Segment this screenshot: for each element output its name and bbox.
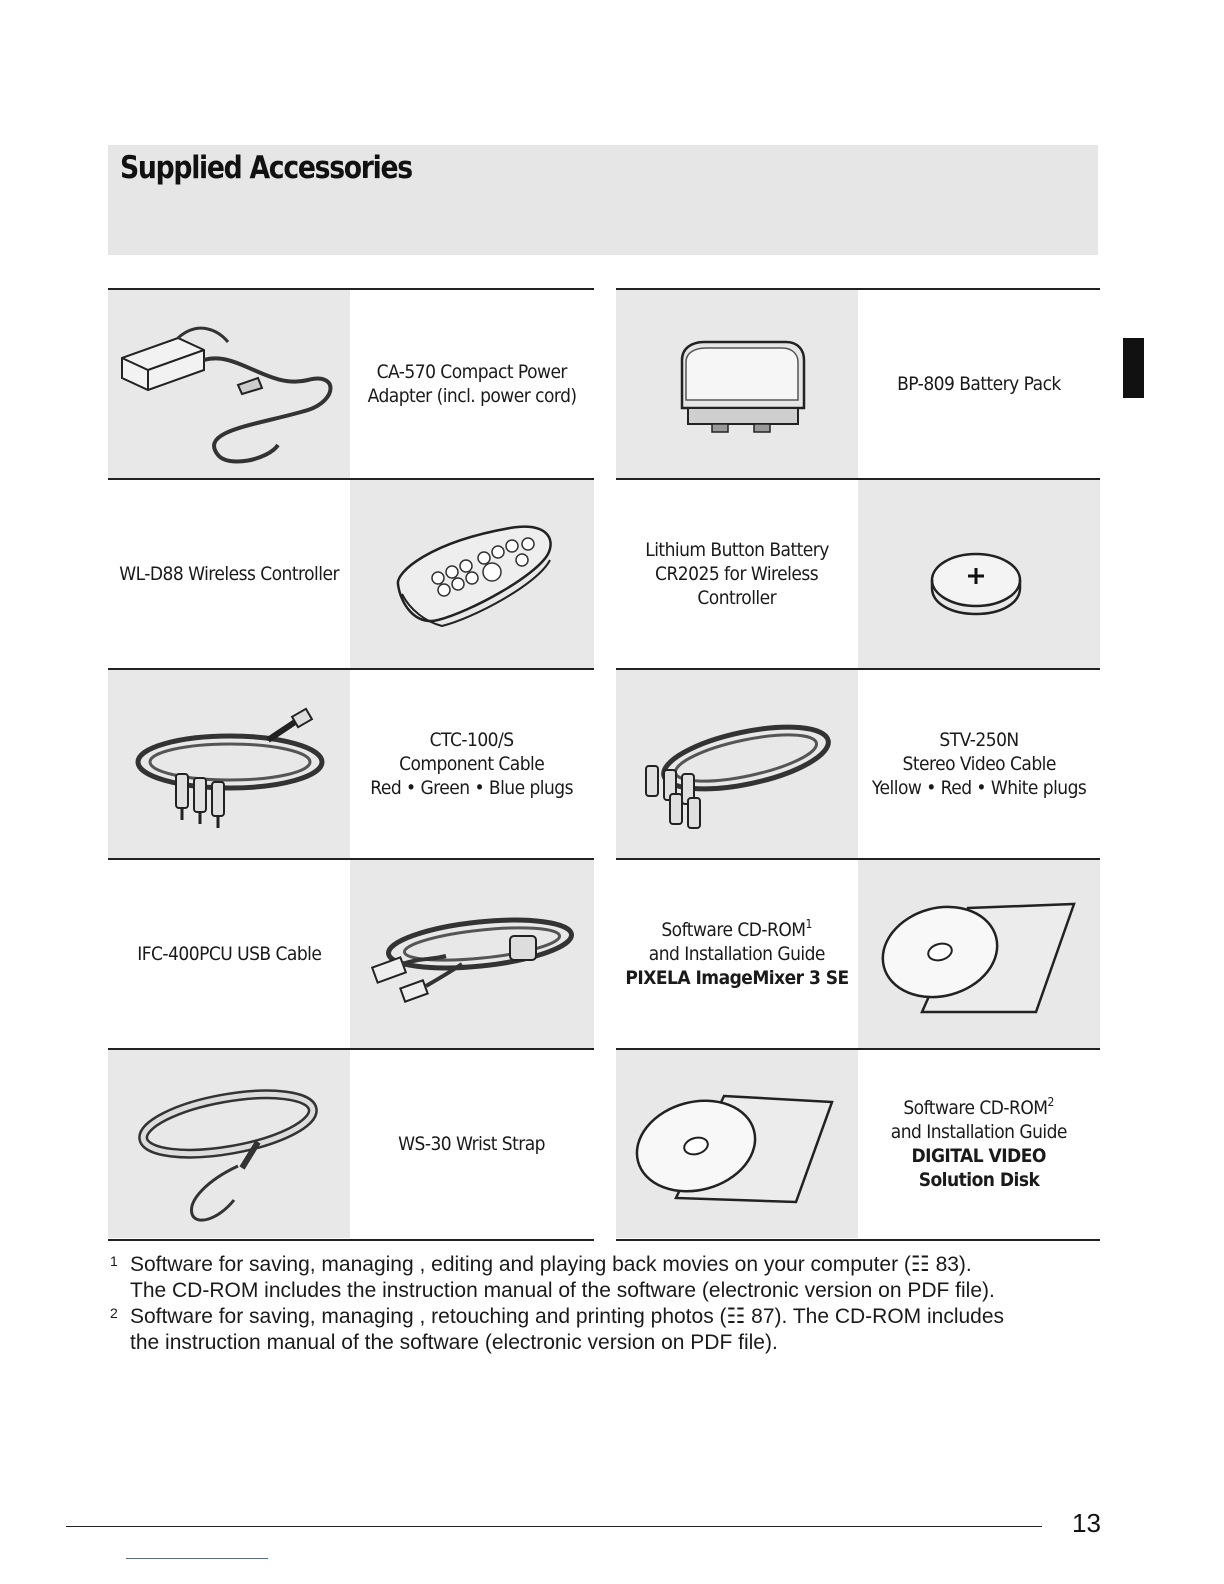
page-title: Supplied Accessories	[120, 150, 412, 186]
page-number: 13	[1072, 1508, 1101, 1538]
footnotes	[106, 1252, 1106, 1356]
wrist-strap-icon	[108, 1050, 350, 1238]
cd-rom-icon	[616, 1050, 858, 1238]
stereo-video-cable-icon	[616, 670, 858, 858]
battery-pack-icon	[616, 290, 858, 478]
table-bottom-rule-right	[616, 1239, 1100, 1241]
remote-controller-icon	[350, 480, 594, 668]
footer-rule	[66, 1526, 1042, 1527]
accessory-cell-cd-rom-digital-video	[616, 1048, 1100, 1240]
accessory-cell-cd-rom-imagemixer	[616, 858, 1100, 1050]
accessory-label: BP-809 Battery Pack	[897, 373, 1061, 395]
footnote-2: 2 Software for saving, managing , retouching and printing photos (☷ 87). The CD-ROM includes the instruction manual of the software (electronic version on PDF file).	[110, 1305, 1005, 1354]
accessory-cell-wireless-controller	[108, 478, 594, 670]
accessory-label: WL-D88 Wireless Controller	[119, 563, 339, 585]
accessory-label: Lithium Button Battery CR2025 for Wireless Controller	[645, 539, 829, 609]
usb-cable-icon	[350, 860, 594, 1048]
power-adapter-image	[108, 290, 350, 478]
accessory-cell-stereo-video-cable	[616, 668, 1100, 860]
accessory-cell-power-adapter	[108, 288, 594, 480]
accessory-label: CA-570 Compact Power Adapter (incl. power cord)	[367, 361, 577, 407]
accessory-label: STV-250N Stereo Video Cable Yellow • Red • White plugs	[871, 729, 1087, 799]
wrist-strap-image	[108, 1050, 350, 1238]
footnote-1: 1 Software for saving, managing , editing and playing back movies on your computer (☷ 83). The CD-ROM includes the instruction manual of the software (electronic version on PDF file).	[110, 1253, 995, 1302]
section-tab-marker	[1123, 338, 1144, 398]
power-adapter-icon	[108, 290, 350, 478]
component-cable-icon	[108, 670, 350, 858]
button-battery-image	[858, 480, 1100, 668]
accessory-cell-usb-cable	[108, 858, 594, 1050]
footer-link-underline	[126, 1558, 268, 1559]
cd-rom-image	[858, 860, 1100, 1048]
component-cable-image	[108, 670, 350, 858]
accessory-label: WS-30 Wrist Strap	[398, 1133, 546, 1155]
accessory-label: CTC-100/S Component Cable Red • Green • Blue plugs	[370, 729, 574, 799]
wireless-controller-image	[350, 480, 594, 668]
accessory-cell-wrist-strap	[108, 1048, 594, 1240]
table-bottom-rule-left	[108, 1239, 594, 1241]
accessory-label: Software CD-ROM$^2$ and Installation Guide DIGITAL VIDEO Solution Disk	[890, 1095, 1068, 1191]
accessory-label: IFC-400PCU USB Cable	[136, 943, 322, 965]
stereo-video-cable-image	[616, 670, 858, 858]
cd-rom-image	[616, 1050, 858, 1238]
usb-cable-image	[350, 860, 594, 1048]
accessory-cell-component-cable	[108, 668, 594, 860]
battery-pack-image	[616, 290, 858, 478]
accessory-label: Software CD-ROM$^1$ and Installation Guide PIXELA ImageMixer 3 SE	[625, 917, 849, 989]
button-battery-icon	[858, 480, 1100, 668]
accessory-cell-battery-pack	[616, 288, 1100, 480]
cd-rom-icon	[858, 860, 1100, 1048]
accessory-cell-button-battery	[616, 478, 1100, 670]
